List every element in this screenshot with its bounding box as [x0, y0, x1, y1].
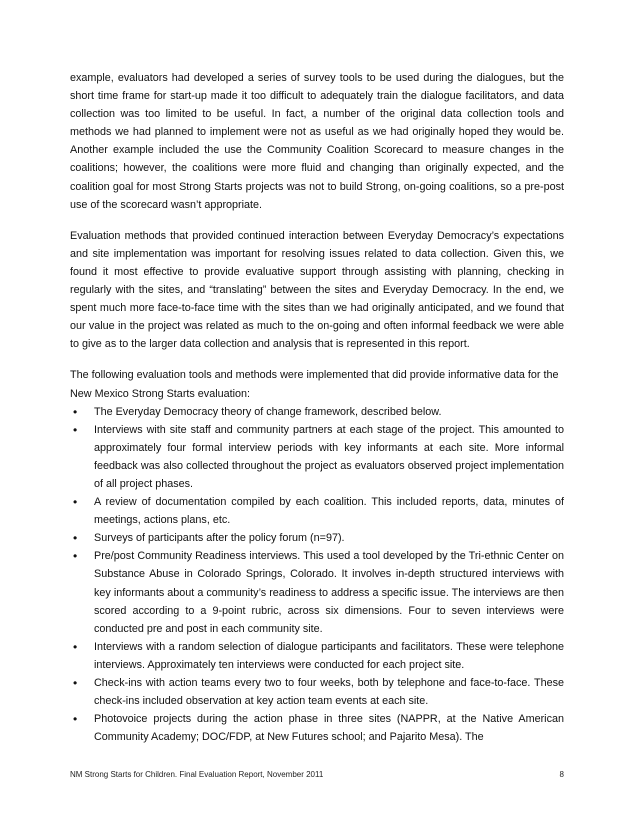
- list-item: • Photovoice projects during the action phase in three sites (NAPPR, at the Native American Community Academy; DOC/FDP, at New Futures school; and Pajarito Mesa). The: [70, 710, 564, 746]
- list-item: • Check-ins with action teams every two to four weeks, both by telephone and face-to-face. These check-ins included observation at key action team events at each site.: [70, 674, 564, 710]
- list-item: • Pre/post Community Readiness interviews. This used a tool developed by the Tri-ethnic Center on Substance Abuse in Colorado Springs, Colorado. It involves in-depth structured interviews with key informants about a community’s readiness to address a specific issue. The interviews are then scored according to a 9-point rubric, across six dimensions. Four to seven interviews were conducted pre and post in each community site.: [70, 547, 564, 637]
- list-item: • The Everyday Democracy theory of change framework, described below.: [70, 403, 564, 421]
- list-item: • Interviews with site staff and community partners at each stage of the project. This amounted to approximately four formal interview periods with key informants at each site. More informal feedback was also collected throughout the project as evaluators observed project implementation of all project phases.: [70, 421, 564, 493]
- paragraph-evaluation-methods: Evaluation methods that provided continued interaction between Everyday Democracy’s expectations and site implementation was important for resolving issues related to data collection. Given this, we found it most effective to provide evaluative support through assisting with planning, checking in regularly with the sites, and “translating” between the sites and Everyday Democracy. In the end, we spent much more face-to-face time with the sites than we had originally anticipated, and we found that our value in the project was related as much to the on-going and often informal feedback we were able to give as to the larger data collection and analysis that is represented in this report.: [70, 229, 564, 351]
- page-number: 8: [559, 770, 564, 779]
- footer-title: NM Strong Starts for Children. Final Evaluation Report, November 2011: [70, 770, 324, 779]
- page-body: [70, 69, 564, 746]
- list-item: • Interviews with a random selection of dialogue participants and facilitators. These were telephone interviews. Approximately ten interviews were conducted for each project site.: [70, 638, 564, 674]
- list-item: • Surveys of participants after the policy forum (n=97).: [70, 529, 564, 547]
- list-item: • A review of documentation compiled by each coalition. This included reports, data, minutes of meetings, actions plans, etc.: [70, 493, 564, 529]
- list-intro: The following evaluation tools and methods were implemented that did provide informative data for the New Mexico Strong Starts evaluation:: [70, 369, 559, 400]
- paragraph-survey-tools: example, evaluators had developed a series of survey tools to be used during the dialogues, but the short time frame for start-up made it too difficult to adequately train the dialogue facilitators, and data collection was too limited to be useful. In fact, a number of the original data collection tools and methods we had planned to implement were not as useful as we had originally hoped they would be. Another example included the use the Community Coalition Scorecard to measure changes in the coalitions; however, the coalitions were more fluid and changing than originally expected, and the coalition goal for most Strong Starts projects was not to build Strong, on-going coalitions, so a pre-post use of the scorecard wasn’t appropriate.: [70, 72, 564, 211]
- methods-list: [70, 403, 564, 747]
- page-footer: [70, 770, 564, 779]
